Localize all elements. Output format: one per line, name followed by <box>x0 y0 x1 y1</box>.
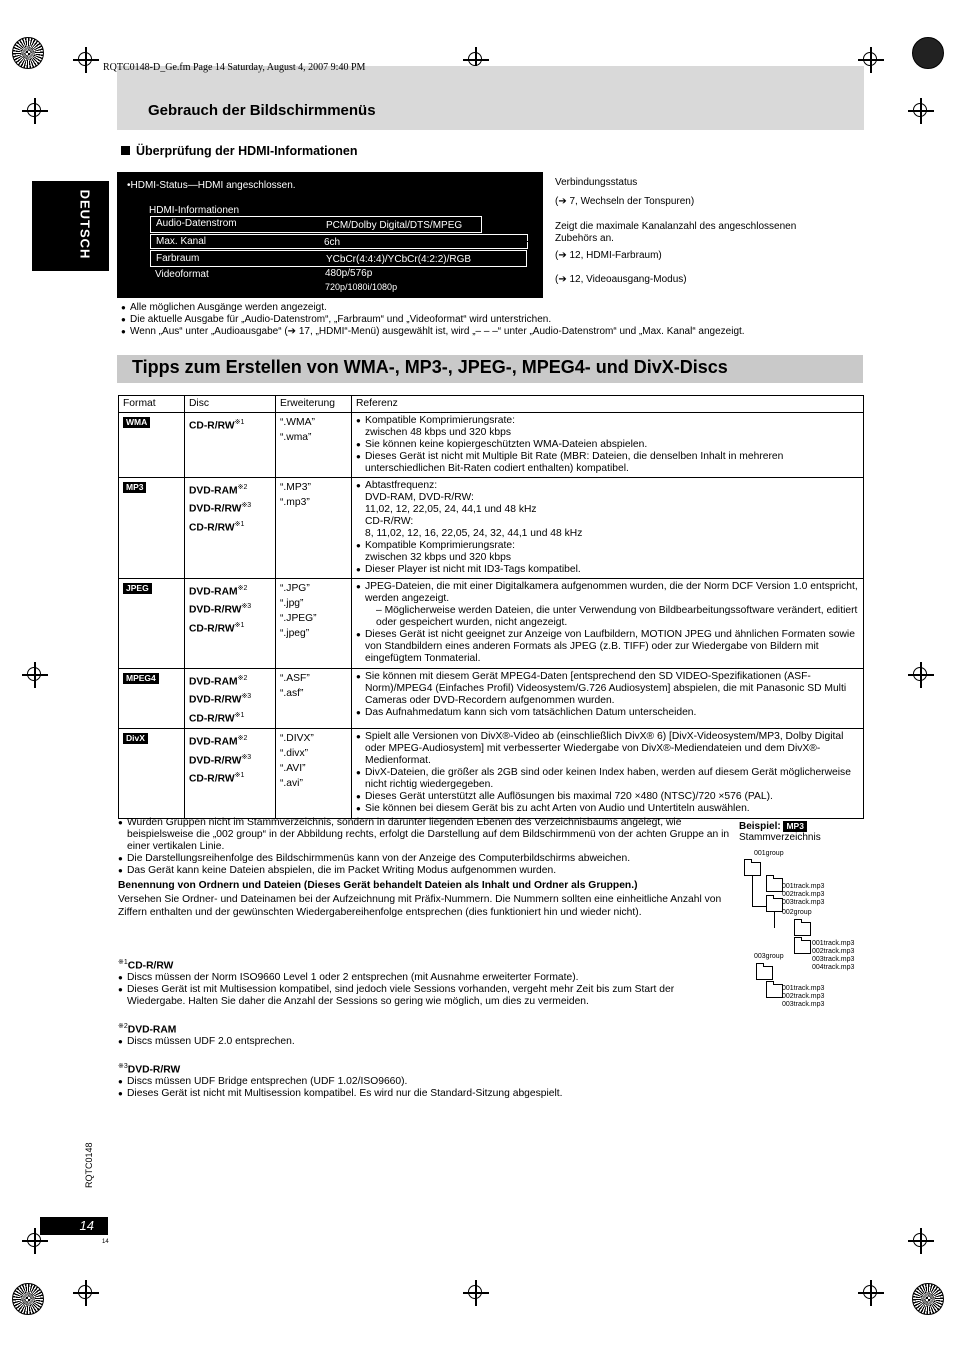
callout-max-channel: Zeigt die maximale Kanalanzahl des angeschlossenen <box>555 221 797 232</box>
file-label: 001track.mp3 <box>782 883 825 890</box>
example-badge: MP3 <box>783 821 806 832</box>
reference-item: ● JPEG-Dateien, die mit einer Digitalkamera aufgenommen wurden, die der Norm DCF Version 1.0 entspricht, werden angezeigt. <box>356 581 859 605</box>
extension: “.avi” <box>280 778 303 790</box>
disc-type <box>189 671 271 689</box>
callout-line <box>484 225 540 226</box>
folder-icon <box>744 862 761 876</box>
table-row <box>119 729 864 819</box>
disc-footnote-mark: ※2 <box>237 735 248 743</box>
callout-video-format: (➔ 12, Videoausgang-Modus) <box>555 274 687 285</box>
disc-type <box>189 750 271 768</box>
extension: “.JPEG” <box>280 613 317 624</box>
extension: “.mp3” <box>280 497 310 508</box>
extension-cell <box>276 579 352 669</box>
table-row <box>119 669 864 729</box>
disc-type <box>189 517 271 535</box>
file-label: 004track.mp3 <box>812 964 855 971</box>
page-number-box <box>40 1217 108 1235</box>
registration-rosette <box>912 1283 944 1315</box>
disc-cell <box>185 579 276 669</box>
reference-item: ● Dieses Gerät unterstützt alle Auflösungen bis maximal 720 ×480 (NTSC)/720 ×576 (PAL). <box>356 791 859 803</box>
disc-type <box>189 731 271 749</box>
disc-type <box>189 415 271 433</box>
disc-name: DVD-R/RW <box>189 604 242 616</box>
disc-type <box>189 599 271 617</box>
lower-bullets <box>118 817 730 877</box>
hdmi-note: ● Alle möglichen Ausgänge werden angezeigt. <box>121 302 851 314</box>
crosshair-mark <box>463 1280 489 1306</box>
osd-row-channels <box>150 234 528 249</box>
format-cell <box>119 413 185 478</box>
file-label: 003track.mp3 <box>782 1001 825 1008</box>
model-code: RQTC0148 <box>84 1142 94 1188</box>
footnote-title: DVD-R/RW <box>127 1064 181 1076</box>
crosshair-mark <box>73 47 99 73</box>
format-badge: MP3 <box>123 482 146 493</box>
reference-cell <box>352 413 864 478</box>
extension-cell <box>276 478 352 579</box>
extension: “.divx” <box>280 748 309 760</box>
footnote-mark: ※2 <box>118 1023 128 1030</box>
footnote-heading <box>118 1061 730 1076</box>
folder-icon <box>766 898 783 912</box>
table-row <box>119 478 864 579</box>
tips-title: Tipps zum Erstellen von WMA-, MP3-, JPEG-, MPEG4- und DivX-Discs <box>132 357 728 377</box>
hdmi-note: ● Die aktuelle Ausgabe für „Audio-Datenstrom“, „Farbraum“ und „Videoformat“ wird unterstrichen. <box>121 314 851 326</box>
footnote-title: DVD-RAM <box>127 1024 177 1036</box>
osd-row-label: Audio-Datenstrom <box>156 218 237 229</box>
disc-footnote-mark: ※1 <box>234 711 245 719</box>
format-badge: JPEG <box>123 583 152 594</box>
extension: “.wma” <box>280 432 312 443</box>
crosshair-mark <box>858 1280 884 1306</box>
disc-name: CD-R/RW <box>189 713 235 725</box>
language-tab <box>32 181 109 271</box>
root-label: Stammverzeichnis <box>739 832 821 843</box>
callout-audio-stream: (➔ 7, Wechseln der Tonspuren) <box>555 196 695 207</box>
osd-row-colorspace <box>150 250 527 267</box>
naming-heading: Benennung von Ordnern und Dateien (Dieses Gerät behandelt Dateien als Inhalt und Ordner als Gruppen.) <box>118 880 638 891</box>
reference-item: ● Sie können bei diesem Gerät bis zu acht Arten von Audio und Untertiteln auswählen. <box>356 803 859 815</box>
hdmi-note: ● Wenn „Aus“ unter „Audioausgabe“ (➔ 17, „HDMI“-Menü) ausgewählt ist, wird „– – –“ unter „Audio-Datenstrom“ und „Max. Kanal“ angezeigt. <box>121 326 851 338</box>
extension: “.MP3” <box>280 482 311 493</box>
page-small: 14 <box>102 1239 109 1245</box>
osd-row-label: Videoformat <box>155 269 209 280</box>
reference-item: ● Dieses Gerät ist nicht geeignet zur Anzeige von Laufbildern, MOTION JPEG und ähnlichen Formaten sowie von Standbildern eines anderen Formats als JPEG (z.B. TIFF) oder zur Wiedergabe von Bildern mit eingefügtem Tonmaterial. <box>356 629 859 665</box>
crosshair-mark <box>908 662 934 688</box>
col-disc: Disc <box>185 396 276 413</box>
osd-row-value: 480p/576p <box>325 268 373 279</box>
file-label: 001track.mp3 <box>812 940 855 947</box>
osd-row-value: YCbCr(4:4:4)/YCbCr(4:2:2)/RGB <box>326 254 472 265</box>
file-label: 002track.mp3 <box>782 993 825 1000</box>
footnote-item: ● Discs müssen UDF 2.0 entsprechen. <box>118 1036 730 1048</box>
disc-footnote-mark: ※2 <box>237 585 248 592</box>
format-cell <box>119 579 185 669</box>
lower-bullet: ● Wurden Gruppen nicht im Stammverzeichnis, sondern in darunter liegenden Ebenen des Verzeichnisbaums angelegt, wie beispielsweise die „002 group“ in der Abbildung rechts, erfolgt die Darstellung auf dem Bildschirmmenü von der achten Gruppe an in einer vertikalen Linie. <box>118 817 730 853</box>
footnote-item: ● Dieses Gerät ist mit Multisession kompatibel, sind jedoch viele Sessions vorhanden, vergeht mehr Zeit bis zum Start der Wiedergabe. Halten Sie daher die Anzahl der Sessions so gering wie möglich, um dies zu vermeiden. <box>118 984 730 1008</box>
lower-bullet: ● Die Darstellungsreihenfolge des Bildschirmmenüs kann von der Anzeige des Computerbildschirms abweichen. <box>118 853 730 865</box>
disc-name: DVD-R/RW <box>189 694 242 706</box>
crosshair-mark <box>22 98 48 124</box>
callout-line <box>502 241 540 242</box>
format-table <box>118 395 864 819</box>
footnote-block <box>118 1061 730 1100</box>
disc-footnote-mark: ※3 <box>241 753 252 761</box>
registration-rosette <box>12 1283 44 1315</box>
disc-type <box>189 618 271 636</box>
disc-footnote-mark: ※3 <box>241 502 252 510</box>
tree-line <box>774 912 775 928</box>
disc-footnote-mark: ※2 <box>237 675 248 682</box>
extension-cell <box>276 413 352 478</box>
reference-item: ● Dieser Player ist nicht mit ID3-Tags kompatibel. <box>356 564 859 576</box>
reference-list <box>356 731 859 815</box>
reference-item: DVD-RAM, DVD-R/RW: <box>365 492 474 503</box>
disc-type <box>189 480 271 498</box>
disc-footnote-mark: ※1 <box>234 621 245 629</box>
extension-cell <box>276 729 352 819</box>
reference-item: ● Abtastfrequenz: <box>356 480 859 492</box>
format-badge: DivX <box>123 733 148 744</box>
footnote-item: ● Discs müssen der Norm ISO9660 Level 1 oder 2 entsprechen (mit Ausnahme erweiterter Formate). <box>118 972 730 984</box>
extension: “.AVI” <box>280 763 306 775</box>
folder-tree <box>738 818 868 1018</box>
disc-type <box>189 689 271 707</box>
extension: “.WMA” <box>280 417 315 428</box>
format-cell <box>119 669 185 729</box>
callout-color-space: (➔ 12, HDMI-Farbraum) <box>555 250 662 261</box>
group-label: 001group <box>754 850 784 857</box>
reference-cell <box>352 478 864 579</box>
registration-rosette <box>12 37 44 69</box>
disc-footnote-mark: ※1 <box>234 520 245 528</box>
footnote-item: ● Dieses Gerät ist nicht mit Multisession kompatibel. Es wird nur die Standard-Sitzung abgespielt. <box>118 1088 730 1100</box>
tree-line <box>752 906 766 907</box>
page-number: 14 <box>79 1218 94 1233</box>
reference-item: ● Sie können keine kopiergeschützten WMA-Dateien abspielen. <box>356 439 859 451</box>
file-header: RQTC0148-D_Ge.fm Page 14 Saturday, August 4, 2007 9:40 PM <box>103 62 366 73</box>
disc-name: CD-R/RW <box>189 522 235 534</box>
osd-row-label: Max. Kanal <box>156 236 207 247</box>
reference-item: ● Kompatible Komprimierungsrate: <box>356 540 859 552</box>
footnote-heading <box>118 1021 730 1036</box>
folder-icon <box>766 878 783 892</box>
disc-cell <box>185 413 276 478</box>
footnote-title: CD-R/RW <box>127 960 174 972</box>
col-format: Format <box>119 396 185 413</box>
table-row <box>119 413 864 478</box>
format-badge: MPEG4 <box>123 673 159 684</box>
table-body <box>119 413 864 819</box>
extension-cell <box>276 669 352 729</box>
col-reference: Referenz <box>352 396 864 413</box>
reference-item: zwischen 48 kbps und 320 kbps <box>365 427 511 438</box>
disc-cell <box>185 669 276 729</box>
table-row <box>119 579 864 669</box>
file-label: 001track.mp3 <box>782 985 825 992</box>
osd-row-value: 6ch <box>324 237 341 248</box>
osd-row-value: PCM/Dolby Digital/DTS/MPEG <box>326 220 463 231</box>
file-label: 003track.mp3 <box>782 899 825 906</box>
footnote-mark: ※3 <box>118 1063 128 1070</box>
disc-footnote-mark: ※3 <box>241 693 252 701</box>
folder-icon <box>794 940 811 954</box>
registration-rosette <box>912 37 944 69</box>
disc-cell <box>185 729 276 819</box>
format-badge: WMA <box>123 417 150 428</box>
disc-name: DVD-R/RW <box>189 503 242 515</box>
disc-name: CD-R/RW <box>189 773 235 785</box>
extension: “.jpg” <box>280 598 304 609</box>
group-label: 002group <box>782 909 812 916</box>
reference-item: 8, 11,02, 12, 16, 22,05, 24, 32, 44,1 und 48 kHz <box>365 528 583 539</box>
extension: “.JPG” <box>280 583 310 594</box>
osd-row-value2: 720p/1080i/1080p <box>325 282 398 292</box>
tree-line <box>752 876 753 906</box>
disc-name: DVD-R/RW <box>189 755 242 767</box>
extension: “.DIVX” <box>280 733 314 745</box>
osd-row-audio <box>150 216 482 233</box>
disc-footnote-mark: ※3 <box>241 603 252 611</box>
reference-list <box>356 415 859 475</box>
footnote-block <box>118 957 730 1008</box>
disc-type <box>189 768 271 786</box>
reference-list <box>356 671 859 719</box>
disc-name: CD-R/RW <box>189 420 235 432</box>
crosshair-mark <box>73 1280 99 1306</box>
reference-item: ● DivX-Dateien, die größer als 2GB sind oder keinen Index haben, werden auf diesem Gerät möglicherweise nicht richtig wiedergegeben. <box>356 767 859 791</box>
format-cell <box>119 729 185 819</box>
disc-type <box>189 581 271 599</box>
crosshair-mark <box>908 98 934 124</box>
disc-footnote-mark: ※1 <box>234 772 245 780</box>
disc-name: DVD-RAM <box>189 736 238 748</box>
section-title: Gebrauch der Bildschirmmenüs <box>148 102 376 119</box>
file-label: 003track.mp3 <box>812 956 855 963</box>
callout-line <box>432 184 540 185</box>
crosshair-mark <box>22 662 48 688</box>
reference-item: ● Sie können mit diesem Gerät MPEG4-Daten [entsprechend den SD VIDEO-Spezifikationen (ASF-Norm)/MPEG4 (Einfaches Profil) Videosystem/G.726 Audiosystem] abspielen, die mit Panasonic SD Multi Cameras oder DVD-Recordern aufgenommen wurden. <box>356 671 859 707</box>
disc-footnote-mark: ※1 <box>234 419 245 426</box>
reference-item: CD-R/RW: <box>365 516 414 527</box>
callout-connection-status: Verbindungsstatus <box>555 177 638 188</box>
reference-list <box>356 581 859 665</box>
callout-max-channel-2: Zubehörs an. <box>555 233 614 244</box>
crosshair-mark <box>908 1228 934 1254</box>
osd-status: •HDMI-Status—HDMI angeschlossen. <box>127 180 296 191</box>
folder-icon <box>756 966 773 980</box>
naming-text: Versehen Sie Ordner- und Dateinamen bei der Aufzeichnung mit Präfix-Nummern. Die Nummern sollten eine einheitliche Anzahl von Ziffern enthalten und der gewünschten Wiedergabereihenfolge entsprechen (dies funktioniert hin und wieder nicht). <box>118 894 722 918</box>
disc-name: DVD-RAM <box>189 676 238 688</box>
file-label: 002track.mp3 <box>812 948 855 955</box>
disc-type <box>189 708 271 726</box>
extension: “.ASF” <box>280 673 310 684</box>
disc-cell <box>185 478 276 579</box>
disc-name: DVD-RAM <box>189 485 238 497</box>
group-label: 003group <box>754 953 784 960</box>
reference-item: ● Spielt alle Versionen von DivX®-Video ab (einschließlich DivX® 6) [DivX-Videosystem/MP3, Dolby Digital oder MPEG-Audiosystem] mit verbesserter Wiedergabe von DivX®-Mediendateien und dem DivX®-Medienformat. <box>356 731 859 767</box>
format-cell <box>119 478 185 579</box>
disc-type <box>189 498 271 516</box>
reference-item: ● Das Aufnahmedatum kann sich vom tatsächlichen Datum unterscheiden. <box>356 707 859 719</box>
footnote-heading <box>118 957 730 972</box>
extension: “.jpeg” <box>280 628 310 639</box>
footnote-block <box>118 1021 730 1048</box>
reference-list <box>356 480 859 576</box>
hdmi-notes <box>121 302 851 338</box>
osd-row-label: Farbraum <box>156 253 200 264</box>
disc-footnote-mark: ※2 <box>237 484 248 491</box>
table-header-row <box>119 396 864 413</box>
callout-line <box>420 279 540 280</box>
example-label-text: Beispiel: <box>739 821 781 832</box>
disc-name: DVD-RAM <box>189 586 238 598</box>
osd-info-header: HDMI-Informationen <box>149 205 240 216</box>
reference-item: – Möglicherweise werden Dateien, die unter Verwendung von Bildbearbeitungssoftware verändert, editiert oder gespeichert wurden, nicht angezeigt. <box>376 605 858 628</box>
folder-icon <box>766 984 783 998</box>
reference-item: ● Kompatible Komprimierungsrate: <box>356 415 859 427</box>
reference-item: ● Dieses Gerät ist nicht mit Multiple Bit Rate (MBR: Dateien, die denselben Inhalt in mehreren unterschiedlichen Bit-Raten codiert enthalten) kompatibel. <box>356 451 859 475</box>
reference-cell <box>352 729 864 819</box>
reference-cell <box>352 669 864 729</box>
lower-bullet: ● Das Gerät kann keine Dateien abspielen, die im Packet Writing Modus aufgenommen wurden. <box>118 865 730 877</box>
col-extension: Erweiterung <box>276 396 352 413</box>
reference-item: 11,02, 12, 22,05, 24, 44,1 und 48 kHz <box>365 504 537 515</box>
footnote-mark: ※1 <box>118 959 128 966</box>
callout-line <box>528 257 540 258</box>
subheading-hdmi: Überprüfung der HDMI-Informationen <box>121 144 358 158</box>
file-label: 002track.mp3 <box>782 891 825 898</box>
disc-name: CD-R/RW <box>189 623 235 635</box>
reference-cell <box>352 579 864 669</box>
header-band <box>117 66 864 130</box>
extension: “.asf” <box>280 688 304 699</box>
language-tab-label: DEUTSCH <box>77 189 93 260</box>
footnote-item: ● Discs müssen UDF Bridge entsprechen (UDF 1.02/ISO9660). <box>118 1076 730 1088</box>
folder-icon <box>794 922 811 936</box>
reference-item: zwischen 32 kbps und 320 kbps <box>365 552 511 563</box>
